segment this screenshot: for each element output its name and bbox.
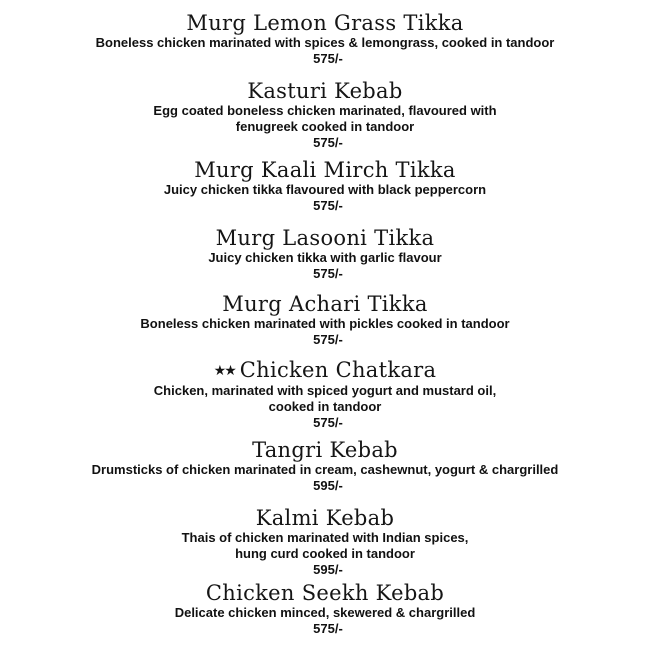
dish-name: Tangri Kebab (252, 438, 398, 462)
dish-description: Drumsticks of chicken marinated in cream, cashewnut, yogurt & chargrilled (91, 462, 559, 477)
dish-name: Kasturi Kebab (247, 79, 403, 103)
dish-price: 575/- (313, 415, 343, 430)
dish-description: fenugreek cooked in tandoor (235, 119, 415, 134)
dish-description: Egg coated boneless chicken marinated, flavoured with (153, 103, 497, 118)
menu-item-murg-achari-tikka (0, 292, 650, 348)
star-marker-icon: ★★ (213, 363, 235, 379)
dish-price: 595/- (313, 562, 343, 577)
dish-name: Chicken Seekh Kebab (205, 581, 445, 605)
menu-item-murg-kaali-mirch-tikka (0, 158, 650, 214)
dish-description: cooked in tandoor (268, 399, 382, 414)
menu-item-chicken-chatkara (0, 358, 650, 431)
dish-description: hung curd cooked in tandoor (235, 546, 415, 561)
dish-description: Chicken, marinated with spiced yogurt and mustard oil, (153, 383, 497, 398)
menu-item-kalmi-kebab (0, 506, 650, 578)
menu-item-chicken-seekh-kebab (0, 581, 650, 637)
dish-name: Murg Lemon Grass Tikka (186, 11, 464, 35)
menu-item-murg-lemon-grass-tikka (0, 11, 650, 67)
dish-description: Delicate chicken minced, skewered & chargrilled (174, 605, 476, 620)
dish-name-row (0, 358, 650, 383)
dish-description: Boneless chicken marinated with spices & lemongrass, cooked in tandoor (95, 35, 555, 50)
dish-name: Chicken Chatkara (239, 358, 437, 382)
dish-price: 595/- (313, 478, 343, 493)
dish-price: 575/- (313, 51, 343, 66)
dish-price: 575/- (313, 332, 343, 347)
dish-description: Boneless chicken marinated with pickles cooked in tandoor (140, 316, 510, 331)
dish-name: Murg Kaali Mirch Tikka (194, 158, 456, 182)
dish-description: Juicy chicken tikka flavoured with black peppercorn (163, 182, 487, 197)
menu-item-murg-lasooni-tikka (0, 226, 650, 282)
dish-price: 575/- (313, 135, 343, 150)
dish-price: 575/- (313, 266, 343, 281)
dish-description: Thais of chicken marinated with Indian spices, (181, 530, 469, 545)
dish-name: Murg Achari Tikka (222, 292, 428, 316)
dish-name: Murg Lasooni Tikka (215, 226, 435, 250)
dish-price: 575/- (313, 621, 343, 636)
dish-name: Kalmi Kebab (255, 506, 395, 530)
dish-description: Juicy chicken tikka with garlic flavour (208, 250, 442, 265)
menu-item-kasturi-kebab (0, 79, 650, 151)
menu-item-tangri-kebab (0, 438, 650, 494)
dish-price: 575/- (313, 198, 343, 213)
